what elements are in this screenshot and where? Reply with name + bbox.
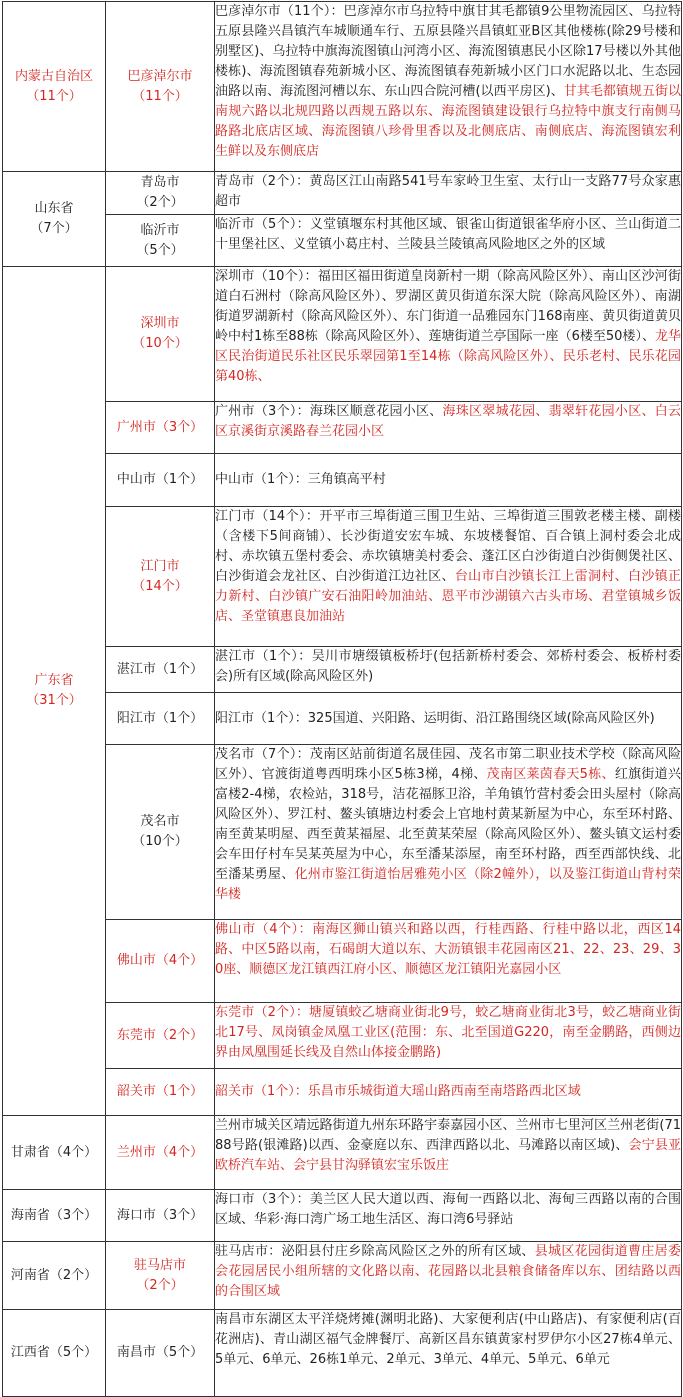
city-cell: 茂名市 （10个） [106,745,215,920]
area-description: 深圳市（10个）：福田区福田街道皇岗新村一期（除高风险区外）、南山区沙河街道白石洲村（除高风险区外）、罗湖区黄贝街道东深大院（除高风险区外）、南湖街道罗湖新村（除高风险区外）、东门街道一品雅园东门168南座、黄贝街道黄贝岭中村1栋至88栋（除高风险区外）、莲塘街道兰亭国际一座（6楼至50楼）、龙华区民治街道民乐社区民乐翠园第1至14栋（除高风险区外）、民乐老村、民乐花园第40栋、 [215,267,682,402]
area-description: 驻马店市：泌阳县付庄乡除高风险区之外的所有区域、县城区花园街道曹庄居委会花园居民小组所辖的文化路以南、花园路以北县粮食储备库以东、团结路以西的合围区域 [215,1242,682,1310]
province-cell: 甘肃省（4个） [3,1116,106,1190]
city-cell: 阳江市（1个） [106,693,215,745]
province-cell: 海南省（3个） [3,1190,106,1242]
risk-area-table [2,1,682,1397]
province-cell: 江西省（5个） [3,1310,106,1397]
city-cell: 深圳市 （10个） [106,267,215,402]
table-row [3,2,682,172]
area-description: 阳江市（1个）：325国道、兴阳路、运明街、沿江路围绕区域(除高风险区外) [215,693,682,745]
city-cell: 海口市（3个） [106,1190,215,1242]
area-description: 东莞市（2个）：塘厦镇蛟乙塘商业街北9号，蛟乙塘商业街北3号，蛟乙塘商业街北17号、凤岗镇金凤凰工业区(范围：东、北至国道G220，南至金鹏路，西侧边界由凤凰围延长线及自然山体接金鹏路) [215,1003,682,1069]
city-cell: 驻马店市 （2个） [106,1242,215,1310]
area-description: 佛山市（4个）：南海区狮山镇兴和路以西，行桂西路、行桂中路以北，西区14路、中区5路以南，石碣朗大道以东、大沥镇银丰花园南区21、22、23、29、30座、顺德区龙江镇西江府小区、顺德区龙江镇阳光嘉园小区 [215,920,682,1003]
area-description: 兰州市城关区靖远路街道九州东环路宇泰嘉园小区、兰州市七里河区兰州老街(7188号路(银滩路)以西、金豪庭以东、西津西路以北、马滩路以南区域)、会宁县亚欧桥汽车站、会宁县甘沟驿镇宏宝乐饭庄 [215,1116,682,1190]
area-description: 韶关市（1个）：乐昌市乐城街道大瑶山路西南至南塔路西北区域 [215,1069,682,1116]
area-description: 南昌市东湖区太平洋烧烤摊(渊明北路)、大家便利店(中山路店)、有家便利店(百花洲店)、青山湖区福气金牌餐厅、高新区昌东镇黄家村罗伊尔小区27栋4单元、5单元、6单元、26栋1单元、2单元、3单元、4单元、5单元、6单元 [215,1310,682,1397]
city-cell: 巴彦淖尔市 （11个） [106,2,215,172]
city-cell: 兰州市（4个） [106,1116,215,1190]
city-cell: 南昌市（5个） [106,1310,215,1397]
city-cell: 青岛市 （2个） [106,172,215,215]
table-row [3,267,682,402]
table-row [3,172,682,215]
table-row [3,1310,682,1397]
city-cell: 佛山市（4个） [106,920,215,1003]
province-cell: 山东省 （7个） [3,172,106,267]
area-description: 临沂市（5个）：义堂镇堰东村其他区域、银雀山街道银雀华府小区、兰山街道二十里堡社区、义堂镇小葛庄村、兰陵县兰陵镇高风险地区之外的区域 [215,215,682,267]
area-description: 茂名市（7个）：茂南区站前街道名晟佳园、茂名市第二职业技术学校（除高风险区外）、官渡街道粤西明珠小区5栋3梯，4梯、茂南区莱茵春天5栋、红旗街道兴富楼2-4梯，农检站，318号，洁花福豚卫浴，羊角镇竹营村委会田头屋村（除高风险区外）、罗江村、鳌头镇塘边村委会上官地村黄某新屋为中心，东至环村路、南至黄某明屋、西至黄某福屋、北至黄某荣屋（除高风险区外）、鳌头镇文运村委会车田仔村车吴某英屋为中心，东至潘某添屋，南至环村路，西至西部快线、北至潘某勇屋、化州市鉴江街道怡居雅苑小区（除2幢外），以及鉴江街道山背村荣华楼 [215,745,682,920]
city-cell: 韶关市（1个） [106,1069,215,1116]
table-row [3,1190,682,1242]
city-cell: 湛江市（1个） [106,647,215,693]
area-description: 广州市（3个）：海珠区顺意花园小区、海珠区翠城花园、翡翠轩花园小区、白云区京溪街京溪路春兰花园小区 [215,402,682,454]
city-cell: 东莞市（2个） [106,1003,215,1069]
table-row [3,1242,682,1310]
province-cell: 河南省（2个） [3,1242,106,1310]
area-description: 海口市（3个）：美兰区人民大道以西、海甸一西路以北、海甸三西路以南的合围区域、华彩·海口湾广场工地生活区、海口湾6号驿站 [215,1190,682,1242]
area-description: 中山市（1个）：三角镇高平村 [215,454,682,507]
province-cell: 广东省 （31个） [3,267,106,1116]
city-cell: 临沂市 （5个） [106,215,215,267]
area-description: 巴彦淖尔市（11个）：巴彦淖尔市乌拉特中旗甘其毛都镇9公里物流园区、乌拉特五原县隆兴昌镇汽车城顺通车行、五原县隆兴昌镇虹亚B区其他楼栋(除29号楼和别墅区)、乌拉特中旗海流图镇山河湾小区、海流图镇惠民小区除17号楼以外其他楼栋)、海流图镇春苑新城小区、海流图镇春苑新城小区门口水泥路以北、生态园油路以南、海流图河槽以东、东山四合院河槽(以西平房区)、甘其毛都镇规五街以南规六路以北规四路以西规五路以东、海流图镇建设银行乌拉特中旗支行南侧马路路北底店区域、海流图镇八珍骨里香以及北侧底店、南侧底店、海流图镇宏利生鲜以及东侧底店 [215,2,682,172]
city-cell: 广州市（3个） [106,402,215,454]
area-description: 江门市（14个）：开平市三埠街道三围卫生站、三埠街道三围敦老楼主楼、副楼（含楼下5间商铺）、长沙街道安宏车城、东坡楼餐馆、百合镇上洞村委会北成村、赤坎镇五堡村委会、赤坎镇塘美村委会、蓬江区白沙街道白沙街侧煲社区、白沙街道会龙社区、白沙街道江边社区、台山市白沙镇长江上雷洞村、白沙镇正力新村、白沙镇广安石油阳岭加油站、恩平市沙湖镇六古头市场、君堂镇城乡饭店、圣堂镇惠良加油站 [215,507,682,647]
province-cell: 内蒙古自治区 （11个） [3,2,106,172]
city-cell: 江门市 （14个） [106,507,215,647]
area-description: 湛江市（1个）：吴川市塘缀镇板桥圩(包括新桥村委会、郊桥村委会、板桥村委会)所有区域(除高风险区外) [215,647,682,693]
table-row [3,1116,682,1190]
city-cell: 中山市（1个） [106,454,215,507]
area-description: 青岛市（2个）：黄岛区江山南路541号车家岭卫生室、太行山一支路77号众家惠超市 [215,172,682,215]
